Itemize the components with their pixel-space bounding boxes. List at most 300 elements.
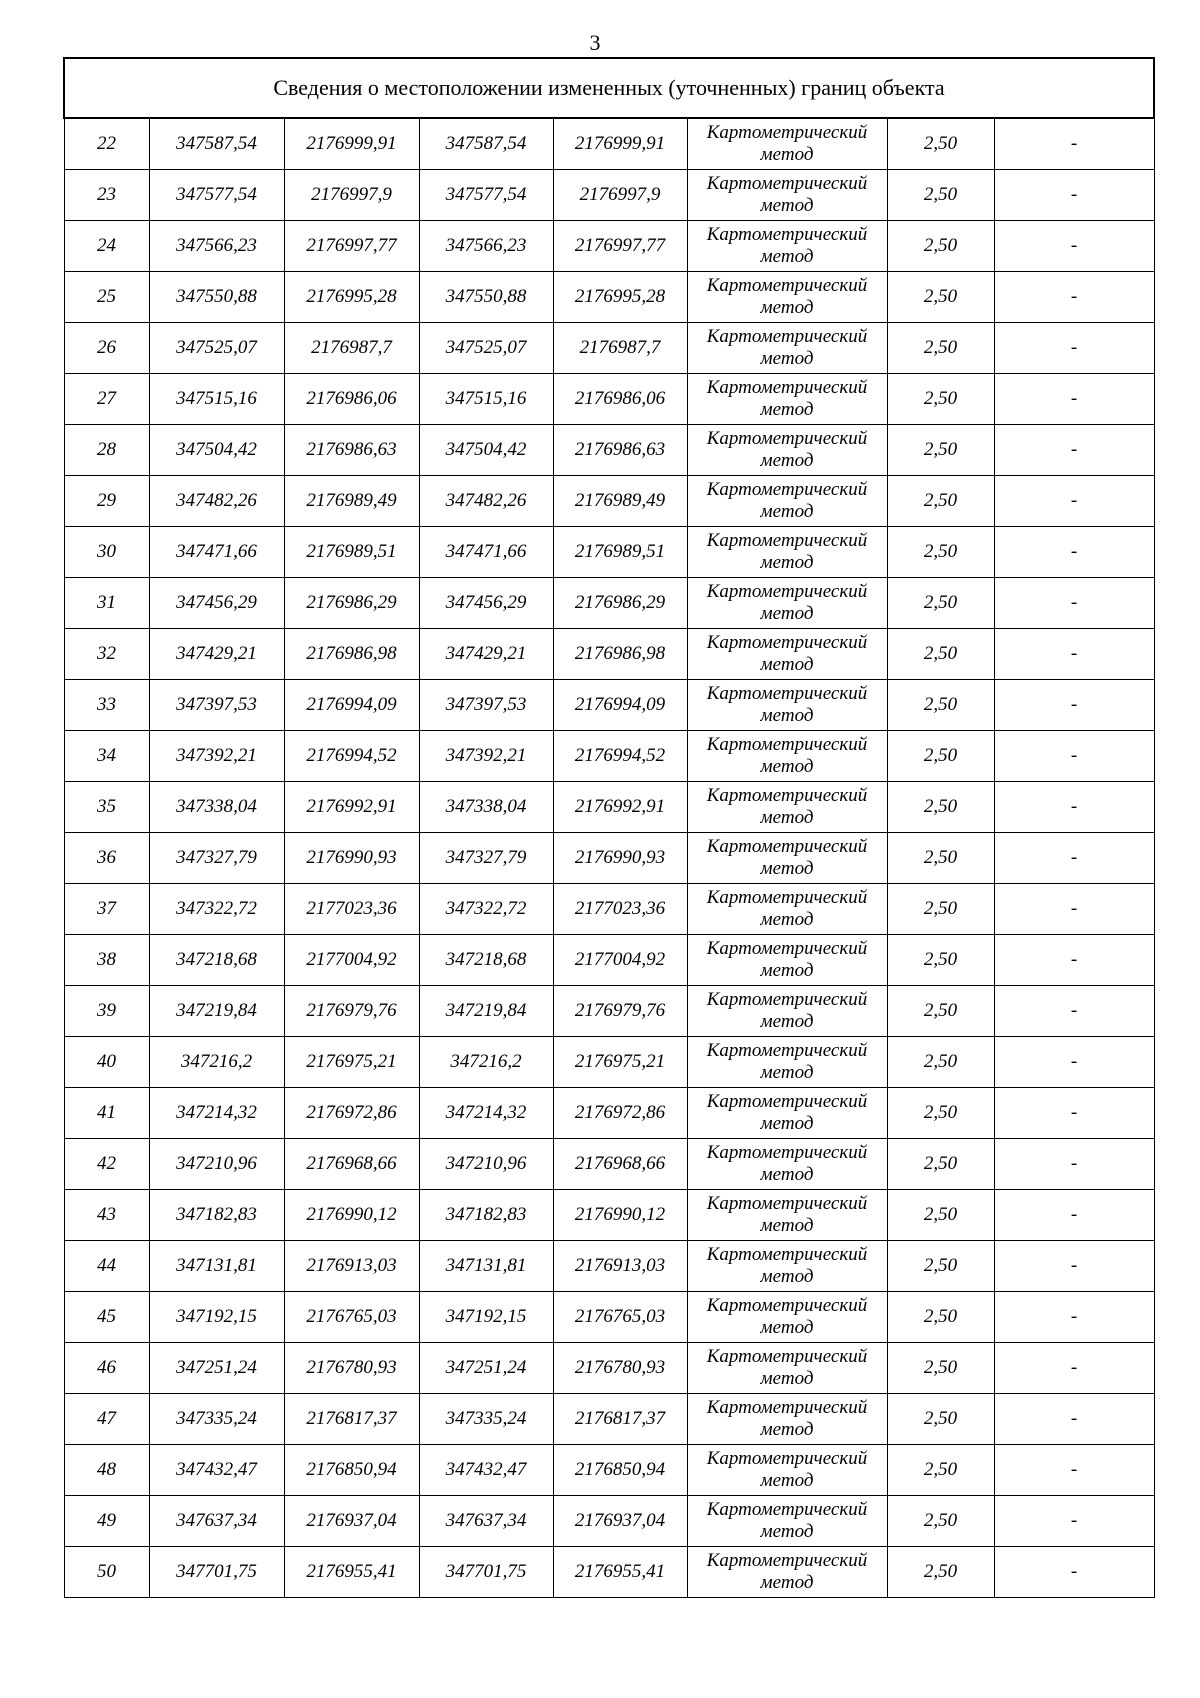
method-line1: Картометрический xyxy=(706,734,868,755)
method-line1: Картометрический xyxy=(706,1448,868,1469)
y-existing-cell: 2177004,92 xyxy=(284,935,419,986)
table-row xyxy=(64,1394,1154,1445)
x-existing-cell: 347432,47 xyxy=(149,1445,284,1496)
y-existing-cell: 2176989,51 xyxy=(284,527,419,578)
y-existing-cell: 2176997,9 xyxy=(284,170,419,221)
x-existing-cell: 347550,88 xyxy=(149,272,284,323)
method-cell xyxy=(687,629,887,680)
description-cell: - xyxy=(994,1241,1154,1292)
x-new-cell: 347471,66 xyxy=(419,527,553,578)
x-new-cell: 347456,29 xyxy=(419,578,553,629)
x-existing-cell: 347216,2 xyxy=(149,1037,284,1088)
method-line2: метод xyxy=(760,348,814,369)
x-existing-cell: 347566,23 xyxy=(149,221,284,272)
table-row xyxy=(64,1241,1154,1292)
description-cell: - xyxy=(994,1394,1154,1445)
method-line1: Картометрический xyxy=(706,1550,868,1571)
y-new-cell: 2176989,49 xyxy=(553,476,687,527)
x-new-cell: 347216,2 xyxy=(419,1037,553,1088)
method-line2: метод xyxy=(760,1521,814,1542)
point-number-cell: 30 xyxy=(64,527,149,578)
accuracy-cell: 2,50 xyxy=(887,425,994,476)
accuracy-cell: 2,50 xyxy=(887,170,994,221)
method-line1: Картометрический xyxy=(706,1193,868,1214)
method-line2: метод xyxy=(760,654,814,675)
point-number-cell: 43 xyxy=(64,1190,149,1241)
x-existing-cell: 347251,24 xyxy=(149,1343,284,1394)
method-cell xyxy=(687,1445,887,1496)
method-line1: Картометрический xyxy=(706,989,868,1010)
point-number-cell: 50 xyxy=(64,1547,149,1598)
table-row xyxy=(64,1445,1154,1496)
description-cell: - xyxy=(994,782,1154,833)
point-number-cell: 40 xyxy=(64,1037,149,1088)
point-number-cell: 38 xyxy=(64,935,149,986)
x-new-cell: 347218,68 xyxy=(419,935,553,986)
x-existing-cell: 347482,26 xyxy=(149,476,284,527)
table-row xyxy=(64,731,1154,782)
method-line1: Картометрический xyxy=(706,683,868,704)
point-number-cell: 29 xyxy=(64,476,149,527)
method-cell xyxy=(687,272,887,323)
method-cell xyxy=(687,476,887,527)
point-number-cell: 27 xyxy=(64,374,149,425)
method-line1: Картометрический xyxy=(706,275,868,296)
method-line2: метод xyxy=(760,1572,814,1593)
x-existing-cell: 347327,79 xyxy=(149,833,284,884)
point-number-cell: 22 xyxy=(64,118,149,170)
y-existing-cell: 2176990,12 xyxy=(284,1190,419,1241)
description-cell: - xyxy=(994,578,1154,629)
y-new-cell: 2176994,09 xyxy=(553,680,687,731)
x-new-cell: 347577,54 xyxy=(419,170,553,221)
method-cell xyxy=(687,323,887,374)
method-cell xyxy=(687,833,887,884)
table-row xyxy=(64,221,1154,272)
x-new-cell: 347219,84 xyxy=(419,986,553,1037)
accuracy-cell: 2,50 xyxy=(887,833,994,884)
x-existing-cell: 347392,21 xyxy=(149,731,284,782)
method-line2: метод xyxy=(760,1266,814,1287)
table-row xyxy=(64,527,1154,578)
method-cell xyxy=(687,1190,887,1241)
x-new-cell: 347210,96 xyxy=(419,1139,553,1190)
y-existing-cell: 2176990,93 xyxy=(284,833,419,884)
method-cell xyxy=(687,782,887,833)
y-new-cell: 2176995,28 xyxy=(553,272,687,323)
table-row xyxy=(64,425,1154,476)
y-existing-cell: 2176994,52 xyxy=(284,731,419,782)
description-cell: - xyxy=(994,323,1154,374)
method-cell xyxy=(687,1088,887,1139)
accuracy-cell: 2,50 xyxy=(887,476,994,527)
description-cell: - xyxy=(994,374,1154,425)
accuracy-cell: 2,50 xyxy=(887,935,994,986)
x-new-cell: 347482,26 xyxy=(419,476,553,527)
accuracy-cell: 2,50 xyxy=(887,884,994,935)
method-line2: метод xyxy=(760,195,814,216)
y-existing-cell: 2176987,7 xyxy=(284,323,419,374)
method-line2: метод xyxy=(760,1113,814,1134)
method-line2: метод xyxy=(760,552,814,573)
table-row xyxy=(64,935,1154,986)
method-line1: Картометрический xyxy=(706,1397,868,1418)
point-number-cell: 48 xyxy=(64,1445,149,1496)
point-number-cell: 28 xyxy=(64,425,149,476)
method-line2: метод xyxy=(760,1317,814,1338)
x-new-cell: 347338,04 xyxy=(419,782,553,833)
point-number-cell: 23 xyxy=(64,170,149,221)
y-new-cell: 2176765,03 xyxy=(553,1292,687,1343)
point-number-cell: 32 xyxy=(64,629,149,680)
y-existing-cell: 2176986,06 xyxy=(284,374,419,425)
accuracy-cell: 2,50 xyxy=(887,1241,994,1292)
method-line1: Картометрический xyxy=(706,938,868,959)
description-cell: - xyxy=(994,935,1154,986)
method-cell xyxy=(687,221,887,272)
method-cell xyxy=(687,1139,887,1190)
x-new-cell: 347504,42 xyxy=(419,425,553,476)
x-existing-cell: 347397,53 xyxy=(149,680,284,731)
y-existing-cell: 2176997,77 xyxy=(284,221,419,272)
accuracy-cell: 2,50 xyxy=(887,1547,994,1598)
x-existing-cell: 347429,21 xyxy=(149,629,284,680)
y-existing-cell: 2176955,41 xyxy=(284,1547,419,1598)
x-new-cell: 347637,34 xyxy=(419,1496,553,1547)
description-cell: - xyxy=(994,680,1154,731)
method-cell xyxy=(687,425,887,476)
description-cell: - xyxy=(994,476,1154,527)
method-line1: Картометрический xyxy=(706,1499,868,1520)
description-cell: - xyxy=(994,170,1154,221)
x-existing-cell: 347182,83 xyxy=(149,1190,284,1241)
x-new-cell: 347566,23 xyxy=(419,221,553,272)
y-new-cell: 2177004,92 xyxy=(553,935,687,986)
table-row xyxy=(64,1547,1154,1598)
table-row xyxy=(64,1139,1154,1190)
method-line1: Картометрический xyxy=(706,224,868,245)
method-cell xyxy=(687,578,887,629)
description-cell: - xyxy=(994,1037,1154,1088)
y-new-cell: 2176990,93 xyxy=(553,833,687,884)
x-new-cell: 347587,54 xyxy=(419,118,553,170)
y-existing-cell: 2176972,86 xyxy=(284,1088,419,1139)
method-line1: Картометрический xyxy=(706,836,868,857)
table-row xyxy=(64,1292,1154,1343)
method-cell xyxy=(687,527,887,578)
method-cell xyxy=(687,374,887,425)
table-body xyxy=(64,58,1154,1598)
method-line1: Картометрический xyxy=(706,122,868,143)
x-existing-cell: 347515,16 xyxy=(149,374,284,425)
method-line1: Картометрический xyxy=(706,428,868,449)
y-new-cell: 2176986,98 xyxy=(553,629,687,680)
x-new-cell: 347322,72 xyxy=(419,884,553,935)
y-existing-cell: 2176817,37 xyxy=(284,1394,419,1445)
accuracy-cell: 2,50 xyxy=(887,1394,994,1445)
table-row xyxy=(64,680,1154,731)
point-number-cell: 45 xyxy=(64,1292,149,1343)
point-number-cell: 41 xyxy=(64,1088,149,1139)
x-existing-cell: 347218,68 xyxy=(149,935,284,986)
description-cell: - xyxy=(994,1496,1154,1547)
x-new-cell: 347182,83 xyxy=(419,1190,553,1241)
method-line1: Картометрический xyxy=(706,785,868,806)
method-line1: Картометрический xyxy=(706,326,868,347)
y-new-cell: 2176986,06 xyxy=(553,374,687,425)
point-number-cell: 34 xyxy=(64,731,149,782)
accuracy-cell: 2,50 xyxy=(887,272,994,323)
y-new-cell: 2176972,86 xyxy=(553,1088,687,1139)
x-existing-cell: 347192,15 xyxy=(149,1292,284,1343)
x-new-cell: 347392,21 xyxy=(419,731,553,782)
method-line2: метод xyxy=(760,960,814,981)
method-cell xyxy=(687,170,887,221)
x-new-cell: 347525,07 xyxy=(419,323,553,374)
method-cell xyxy=(687,731,887,782)
method-cell xyxy=(687,1292,887,1343)
y-new-cell: 2176997,77 xyxy=(553,221,687,272)
y-existing-cell: 2176913,03 xyxy=(284,1241,419,1292)
method-line1: Картометрический xyxy=(706,1091,868,1112)
accuracy-cell: 2,50 xyxy=(887,1037,994,1088)
y-new-cell: 2176817,37 xyxy=(553,1394,687,1445)
y-existing-cell: 2176992,91 xyxy=(284,782,419,833)
point-number-cell: 49 xyxy=(64,1496,149,1547)
y-new-cell: 2176990,12 xyxy=(553,1190,687,1241)
accuracy-cell: 2,50 xyxy=(887,118,994,170)
accuracy-cell: 2,50 xyxy=(887,1496,994,1547)
y-new-cell: 2176913,03 xyxy=(553,1241,687,1292)
x-existing-cell: 347214,32 xyxy=(149,1088,284,1139)
table-row xyxy=(64,1088,1154,1139)
description-cell: - xyxy=(994,1292,1154,1343)
page-number: 3 xyxy=(589,30,601,55)
accuracy-cell: 2,50 xyxy=(887,731,994,782)
accuracy-cell: 2,50 xyxy=(887,1088,994,1139)
x-new-cell: 347701,75 xyxy=(419,1547,553,1598)
method-cell xyxy=(687,118,887,170)
method-cell xyxy=(687,935,887,986)
method-line1: Картометрический xyxy=(706,1040,868,1061)
accuracy-cell: 2,50 xyxy=(887,1190,994,1241)
description-cell: - xyxy=(994,731,1154,782)
y-existing-cell: 2176780,93 xyxy=(284,1343,419,1394)
y-existing-cell: 2176850,94 xyxy=(284,1445,419,1496)
table-row xyxy=(64,1496,1154,1547)
point-number-cell: 24 xyxy=(64,221,149,272)
y-existing-cell: 2176994,09 xyxy=(284,680,419,731)
method-line1: Картометрический xyxy=(706,377,868,398)
x-existing-cell: 347701,75 xyxy=(149,1547,284,1598)
method-cell xyxy=(687,986,887,1037)
y-existing-cell: 2176975,21 xyxy=(284,1037,419,1088)
method-line2: метод xyxy=(760,1164,814,1185)
x-new-cell: 347397,53 xyxy=(419,680,553,731)
description-cell: - xyxy=(994,272,1154,323)
x-existing-cell: 347456,29 xyxy=(149,578,284,629)
accuracy-cell: 2,50 xyxy=(887,1445,994,1496)
y-new-cell: 2176999,91 xyxy=(553,118,687,170)
point-number-cell: 39 xyxy=(64,986,149,1037)
method-line2: метод xyxy=(760,858,814,879)
y-new-cell: 2176968,66 xyxy=(553,1139,687,1190)
y-new-cell: 2176975,21 xyxy=(553,1037,687,1088)
y-new-cell: 2176780,93 xyxy=(553,1343,687,1394)
table-row xyxy=(64,323,1154,374)
method-line2: метод xyxy=(760,1062,814,1083)
point-number-cell: 47 xyxy=(64,1394,149,1445)
accuracy-cell: 2,50 xyxy=(887,782,994,833)
method-line1: Картометрический xyxy=(706,632,868,653)
y-existing-cell: 2176986,63 xyxy=(284,425,419,476)
method-line2: метод xyxy=(760,756,814,777)
description-cell: - xyxy=(994,221,1154,272)
method-line1: Картометрический xyxy=(706,887,868,908)
table-row xyxy=(64,884,1154,935)
y-new-cell: 2177023,36 xyxy=(553,884,687,935)
y-existing-cell: 2176968,66 xyxy=(284,1139,419,1190)
x-existing-cell: 347131,81 xyxy=(149,1241,284,1292)
table-caption: Сведения о местоположении измененных (уточненных) границ объекта xyxy=(64,58,1154,118)
method-cell xyxy=(687,1394,887,1445)
boundary-coordinates-table xyxy=(63,57,1155,1598)
x-existing-cell: 347338,04 xyxy=(149,782,284,833)
x-existing-cell: 347504,42 xyxy=(149,425,284,476)
x-new-cell: 347515,16 xyxy=(419,374,553,425)
table-row xyxy=(64,118,1154,170)
method-line2: метод xyxy=(760,246,814,267)
point-number-cell: 37 xyxy=(64,884,149,935)
method-line1: Картометрический xyxy=(706,479,868,500)
method-cell xyxy=(687,1496,887,1547)
method-line2: метод xyxy=(760,807,814,828)
table-row xyxy=(64,170,1154,221)
y-existing-cell: 2176986,29 xyxy=(284,578,419,629)
method-cell xyxy=(687,1241,887,1292)
description-cell: - xyxy=(994,629,1154,680)
accuracy-cell: 2,50 xyxy=(887,1343,994,1394)
y-new-cell: 2176986,29 xyxy=(553,578,687,629)
y-new-cell: 2176850,94 xyxy=(553,1445,687,1496)
description-cell: - xyxy=(994,833,1154,884)
x-existing-cell: 347587,54 xyxy=(149,118,284,170)
y-new-cell: 2176994,52 xyxy=(553,731,687,782)
method-line1: Картометрический xyxy=(706,1346,868,1367)
x-new-cell: 347550,88 xyxy=(419,272,553,323)
description-cell: - xyxy=(994,1445,1154,1496)
method-line1: Картометрический xyxy=(706,1244,868,1265)
method-line1: Картометрический xyxy=(706,173,868,194)
method-line2: метод xyxy=(760,297,814,318)
description-cell: - xyxy=(994,118,1154,170)
method-line2: метод xyxy=(760,1368,814,1389)
method-cell xyxy=(687,1547,887,1598)
accuracy-cell: 2,50 xyxy=(887,680,994,731)
accuracy-cell: 2,50 xyxy=(887,1139,994,1190)
point-number-cell: 42 xyxy=(64,1139,149,1190)
y-existing-cell: 2176995,28 xyxy=(284,272,419,323)
description-cell: - xyxy=(994,884,1154,935)
table-row xyxy=(64,986,1154,1037)
x-existing-cell: 347525,07 xyxy=(149,323,284,374)
description-cell: - xyxy=(994,1088,1154,1139)
y-new-cell: 2176986,63 xyxy=(553,425,687,476)
x-existing-cell: 347637,34 xyxy=(149,1496,284,1547)
x-new-cell: 347251,24 xyxy=(419,1343,553,1394)
method-line1: Картометрический xyxy=(706,581,868,602)
method-line1: Картометрический xyxy=(706,1295,868,1316)
accuracy-cell: 2,50 xyxy=(887,374,994,425)
point-number-cell: 46 xyxy=(64,1343,149,1394)
table-row xyxy=(64,1037,1154,1088)
y-new-cell: 2176955,41 xyxy=(553,1547,687,1598)
method-cell xyxy=(687,680,887,731)
y-new-cell: 2176979,76 xyxy=(553,986,687,1037)
accuracy-cell: 2,50 xyxy=(887,323,994,374)
table-row xyxy=(64,476,1154,527)
method-line2: метод xyxy=(760,1215,814,1236)
point-number-cell: 26 xyxy=(64,323,149,374)
point-number-cell: 36 xyxy=(64,833,149,884)
description-cell: - xyxy=(994,425,1154,476)
y-existing-cell: 2177023,36 xyxy=(284,884,419,935)
description-cell: - xyxy=(994,1139,1154,1190)
method-line2: метод xyxy=(760,450,814,471)
table-row xyxy=(64,1190,1154,1241)
x-new-cell: 347432,47 xyxy=(419,1445,553,1496)
method-line2: метод xyxy=(760,144,814,165)
point-number-cell: 31 xyxy=(64,578,149,629)
method-cell xyxy=(687,1037,887,1088)
x-existing-cell: 347210,96 xyxy=(149,1139,284,1190)
accuracy-cell: 2,50 xyxy=(887,527,994,578)
accuracy-cell: 2,50 xyxy=(887,221,994,272)
table-caption-row xyxy=(64,58,1154,118)
point-number-cell: 44 xyxy=(64,1241,149,1292)
method-line2: метод xyxy=(760,603,814,624)
y-existing-cell: 2176765,03 xyxy=(284,1292,419,1343)
y-new-cell: 2176997,9 xyxy=(553,170,687,221)
x-new-cell: 347335,24 xyxy=(419,1394,553,1445)
accuracy-cell: 2,50 xyxy=(887,1292,994,1343)
table-row xyxy=(64,833,1154,884)
y-new-cell: 2176992,91 xyxy=(553,782,687,833)
table-row xyxy=(64,1343,1154,1394)
table-row xyxy=(64,578,1154,629)
x-new-cell: 347429,21 xyxy=(419,629,553,680)
table-row xyxy=(64,782,1154,833)
point-number-cell: 25 xyxy=(64,272,149,323)
y-existing-cell: 2176999,91 xyxy=(284,118,419,170)
point-number-cell: 35 xyxy=(64,782,149,833)
point-number-cell: 33 xyxy=(64,680,149,731)
x-existing-cell: 347577,54 xyxy=(149,170,284,221)
description-cell: - xyxy=(994,986,1154,1037)
x-new-cell: 347192,15 xyxy=(419,1292,553,1343)
method-line1: Картометрический xyxy=(706,1142,868,1163)
x-existing-cell: 347219,84 xyxy=(149,986,284,1037)
accuracy-cell: 2,50 xyxy=(887,629,994,680)
accuracy-cell: 2,50 xyxy=(887,986,994,1037)
method-line2: метод xyxy=(760,909,814,930)
y-new-cell: 2176989,51 xyxy=(553,527,687,578)
method-line2: метод xyxy=(760,1011,814,1032)
method-cell xyxy=(687,884,887,935)
table-row xyxy=(64,629,1154,680)
method-line1: Картометрический xyxy=(706,530,868,551)
x-new-cell: 347131,81 xyxy=(419,1241,553,1292)
